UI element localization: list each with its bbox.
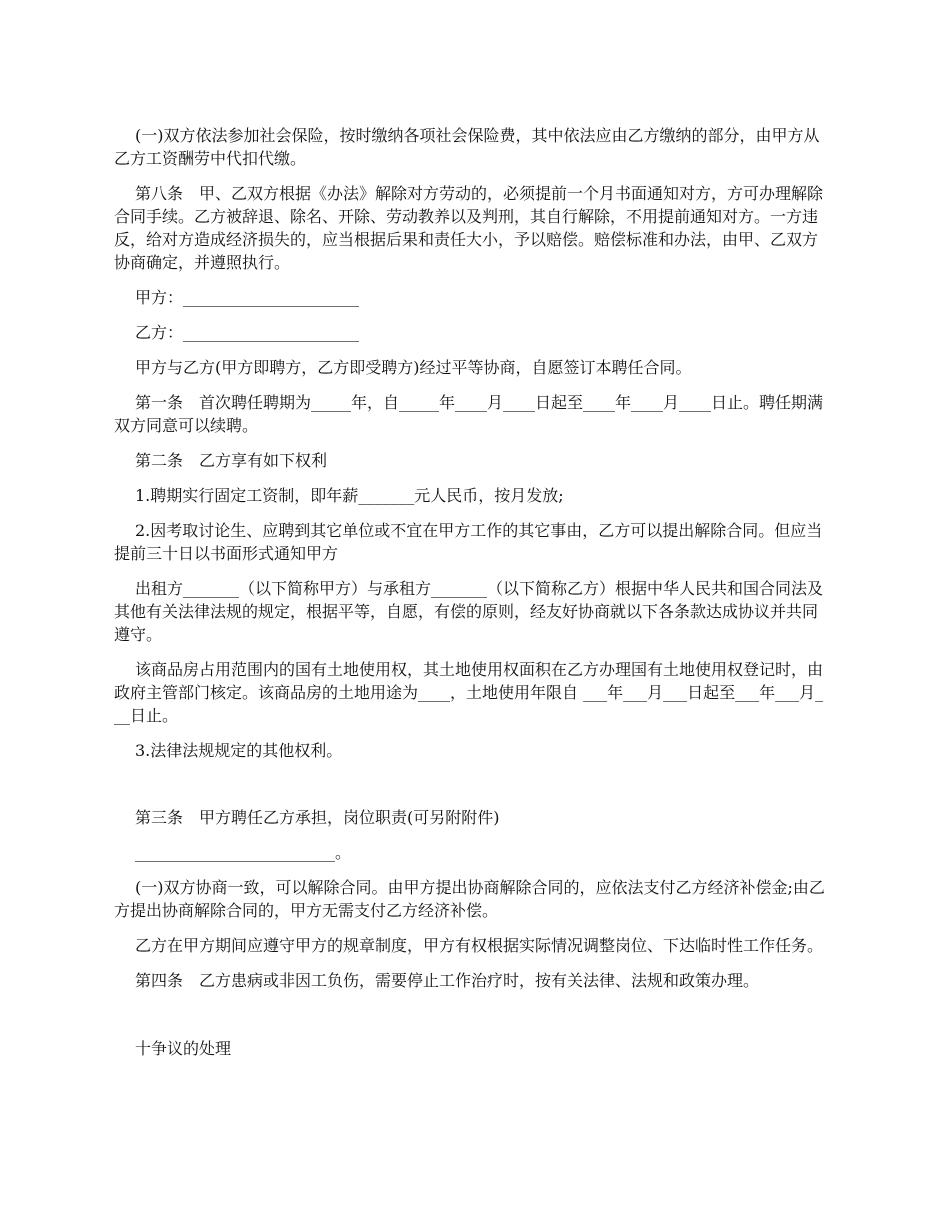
article-2-item-2: 2.因考取讨论生、应聘到其它单位或不宜在甲方工作的其它事由，乙方可以提出解除合同。但应当提前三十日以书面形式通知甲方 (114, 521, 823, 563)
document-page (114, 124, 830, 1072)
article-2-heading: 第二条 乙方享有如下权利 (135, 451, 328, 470)
article-3-blank-line: _________________________。 (135, 843, 352, 862)
clause-rules-compliance: 乙方在甲方期间应遵守甲方的规章制度，甲方有权根据实际情况调整岗位、下达临时性工作任务。 (135, 936, 824, 955)
article-1: 第一条 首次聘任聘期为_____年，自_____年____月____日起至____年____月____日止。聘任期满双方同意可以续聘。 (114, 393, 824, 435)
land-use-right-clause: 该商品房占用范围内的国有土地使用权，其土地使用权面积在乙方办理国有土地使用权登记时，由政府主管部门核定。该商品房的土地用途为____，土地使用年限自 ___年___月___日起至___年___月___日止。 (114, 660, 824, 725)
article-2-item-1: 1.聘期实行固定工资制，即年薪_______元人民币，按月发放; (135, 486, 564, 505)
article-8: 第八条 甲、乙双方根据《办法》解除对方劳动的，必须提前一个月书面通知对方，方可办理解除合同手续。乙方被辞退、除名、开除、劳动教养以及判刑，其自行解除，不用提前通知对方。一方违反，给对方造成经济损失的，应当根据后果和责任大小，予以赔偿。赔偿标准和办法，由甲、乙双方协商确定，并遵照执行。 (114, 184, 824, 272)
lease-preamble: 出租方_______（以下简称甲方）与承租方_______（以下简称乙方）根据中华人民共和国合同法及其他有关法律法规的规定，根据平等，自愿，有偿的原则，经友好协商就以下各条款达成协议并共同遵守。 (114, 579, 824, 644)
clause-social-insurance: (一)双方依法参加社会保险，按时缴纳各项社会保险费，其中依法应由乙方缴纳的部分，由甲方从乙方工资酬劳中代扣代缴。 (114, 126, 820, 168)
party-a-signature-line: 甲方：______________________ (135, 288, 360, 307)
article-3: 第三条 甲方聘任乙方承担，岗位职责(可另附附件) (135, 808, 500, 827)
article-2-item-3: 3.法律法规规定的其他权利。 (135, 741, 343, 760)
article-4: 第四条 乙方患病或非因工负伤，需要停止工作治疗时，按有关法律、法规和政策办理。 (135, 971, 760, 990)
party-b-signature-line: 乙方：______________________ (135, 323, 360, 342)
section-dispute-resolution: 十争议的处理 (135, 1039, 232, 1058)
contract-preamble: 甲方与乙方(甲方即聘方，乙方即受聘方)经过平等协商，自愿签订本聘任合同。 (135, 358, 692, 377)
clause-mutual-termination: (一)双方协商一致，可以解除合同。由甲方提出协商解除合同的，应依法支付乙方经济补偿金;由乙方提出协商解除合同的，甲方无需支付乙方经济补偿。 (114, 878, 825, 920)
